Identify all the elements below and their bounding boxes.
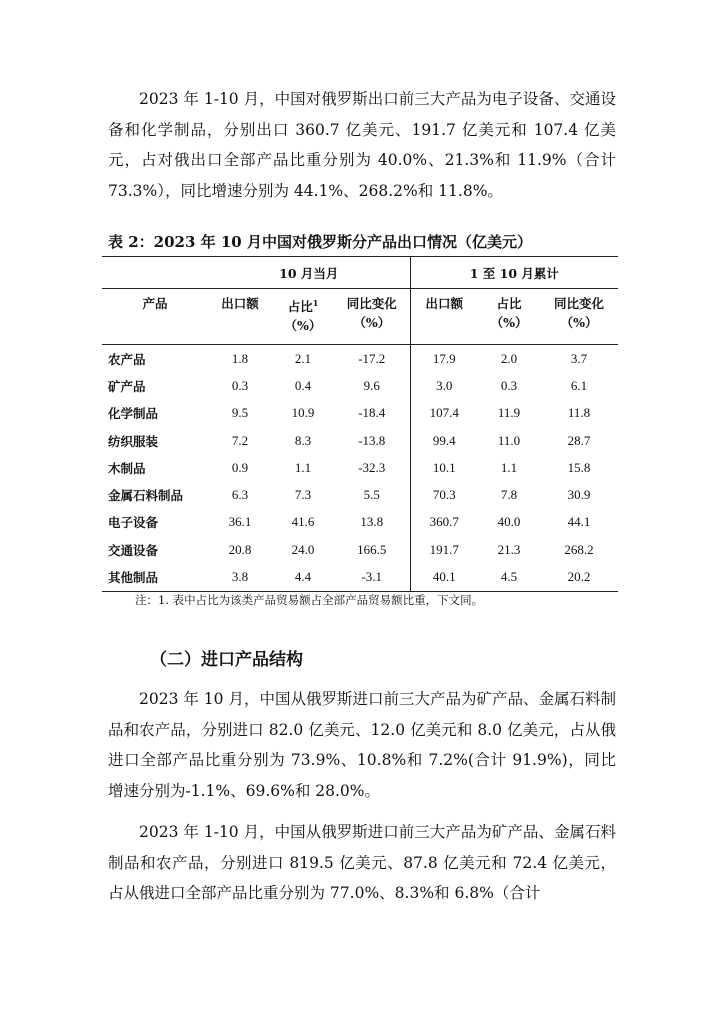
oct-yoy-value: -17.2 (358, 350, 386, 366)
oct-yoy-value: 166.5 (357, 541, 387, 557)
ytd-export-value: 70.3 (410, 481, 478, 508)
group-header-october: 10 月当月 (208, 257, 410, 289)
paragraph-import-october: 2023 年 10 月，中国从俄罗斯进口前三大产品为矿产品、金属石料制品和农产品，分别进口 82.0 亿美元、12.0 亿美元和 8.0 亿美元，占从俄进口全部产品比重分别为 73.9%、10.8%和 7.2%(合计 91.9%)，同比增速分别为-1.1%、69.6%和 28.0%。 (108, 690, 616, 800)
product-name: 电子设备 (108, 515, 159, 531)
col-header-product: 产品 (102, 289, 208, 345)
oct-export-value: 9.5 (231, 405, 249, 421)
ytd-export-value: 17.9 (410, 345, 478, 373)
col-header-ytd-yoy: 同比变化 （%） (540, 289, 618, 345)
table-footnote: 注：1. 表中占比为该类产品贸易额占全部产品贸易额比重，下文同。 (135, 593, 484, 607)
oct-share-value: 41.6 (291, 514, 315, 530)
ytd-yoy-value: 6.1 (570, 377, 588, 393)
oct-export-value: 1.8 (231, 350, 249, 366)
ytd-yoy-value: 30.9 (567, 487, 591, 503)
ytd-share-value: 7.8 (500, 487, 518, 503)
table-caption: 表 2：2023 年 10 月中国对俄罗斯分产品出口情况（亿美元） (108, 233, 532, 251)
oct-share-value: 8.3 (294, 432, 312, 448)
ytd-export-value: 10.1 (410, 454, 478, 481)
oct-export-value: 20.8 (228, 541, 252, 557)
table-row (102, 400, 618, 427)
table-corner (102, 257, 208, 289)
product-name: 纺织服装 (108, 433, 159, 449)
product-name: 农产品 (108, 351, 146, 367)
ytd-share-value: 1.1 (500, 459, 518, 475)
product-name: 矿产品 (108, 378, 146, 394)
ytd-share-value: 2.0 (500, 350, 518, 366)
oct-yoy-value: -3.1 (334, 563, 410, 591)
ytd-share-value: 11.0 (497, 432, 521, 448)
group-header-ytd: 1 至 10 月累计 (410, 257, 618, 289)
oct-export-value: 6.3 (231, 487, 249, 503)
ytd-yoy-value: 3.7 (570, 350, 588, 366)
ytd-yoy-value: 28.7 (567, 432, 591, 448)
oct-export-value: 0.9 (231, 459, 249, 475)
ytd-export-value: 99.4 (410, 427, 478, 454)
oct-yoy-value: 13.8 (360, 514, 384, 530)
ytd-share-value: 40.0 (497, 514, 521, 530)
oct-share-value: 1.1 (294, 459, 312, 475)
oct-yoy-value: -13.8 (358, 432, 386, 448)
oct-yoy-value: -32.3 (358, 459, 386, 475)
oct-export-value: 3.8 (208, 563, 272, 591)
table-row (102, 454, 618, 481)
ytd-export-value: 107.4 (410, 400, 478, 427)
oct-export-value: 7.2 (231, 432, 249, 448)
ytd-yoy-value: 11.8 (567, 405, 591, 421)
oct-share-value: 7.3 (294, 487, 312, 503)
export-table (102, 256, 618, 592)
col-header-oct-yoy: 同比变化 （%） (334, 289, 410, 345)
col-header-ytd-export: 出口额 (410, 289, 478, 345)
product-name: 交通设备 (108, 542, 159, 558)
ytd-yoy-value: 20.2 (540, 563, 618, 591)
oct-share-value: 10.9 (291, 405, 315, 421)
col-header-ytd-share: 占比 （%） (478, 289, 540, 345)
oct-share-value: 24.0 (291, 541, 315, 557)
ytd-export-value: 191.7 (410, 536, 478, 563)
table-row (102, 536, 618, 563)
table-row (102, 345, 618, 373)
ytd-share-value: 4.5 (478, 563, 540, 591)
table-row (102, 509, 618, 536)
oct-export-value: 36.1 (228, 514, 252, 530)
product-name: 其他制品 (102, 563, 208, 591)
oct-yoy-value: 5.5 (363, 487, 380, 503)
oct-export-value: 0.3 (231, 377, 249, 393)
paragraph-export-ytd: 2023 年 1-10 月，中国对俄罗斯出口前三大产品为电子设备、交通设备和化学制品，分别出口 360.7 亿美元、191.7 亿美元和 107.4 亿美元，占对俄出口全部产品比重分别为 40.0%、21.3%和 11.9%（合计 73.3%），同比增速分别为 44.1%、268.2%和 11.8%。 (108, 90, 616, 200)
product-name: 木制品 (108, 460, 146, 476)
paragraph-import-ytd: 2023 年 1-10 月，中国从俄罗斯进口前三大产品为矿产品、金属石料制品和农产品，分别进口 819.5 亿美元、87.8 亿美元和 72.4 亿美元，占从俄进口全部产品比重分别为 77.0%、8.3%和 6.8%（合计 (108, 823, 616, 902)
product-name: 化学制品 (108, 406, 159, 422)
product-name: 金属石料制品 (108, 488, 184, 504)
ytd-yoy-value: 44.1 (567, 514, 591, 530)
col-header-oct-export: 出口额 (208, 289, 272, 345)
oct-share-value: 4.4 (272, 563, 334, 591)
ytd-share-value: 21.3 (497, 541, 521, 557)
section-heading-import-structure: （二）进口产品结构 (150, 650, 303, 670)
oct-share-value: 0.4 (294, 377, 312, 393)
col-header-oct-share: 占比$^1$ （%） (272, 289, 334, 345)
table-row (102, 372, 618, 399)
ytd-export-value: 360.7 (410, 509, 478, 536)
oct-yoy-value: 9.6 (363, 377, 380, 393)
table-row (102, 563, 618, 591)
oct-share-value: 2.1 (294, 350, 312, 366)
ytd-export-value: 3.0 (410, 372, 478, 399)
ytd-export-value: 40.1 (410, 563, 478, 591)
ytd-yoy-value: 15.8 (567, 459, 591, 475)
ytd-share-value: 0.3 (500, 377, 518, 393)
oct-yoy-value: -18.4 (358, 405, 386, 421)
table-row (102, 427, 618, 454)
ytd-share-value: 11.9 (497, 405, 521, 421)
table-row (102, 481, 618, 508)
ytd-yoy-value: 268.2 (564, 541, 594, 557)
